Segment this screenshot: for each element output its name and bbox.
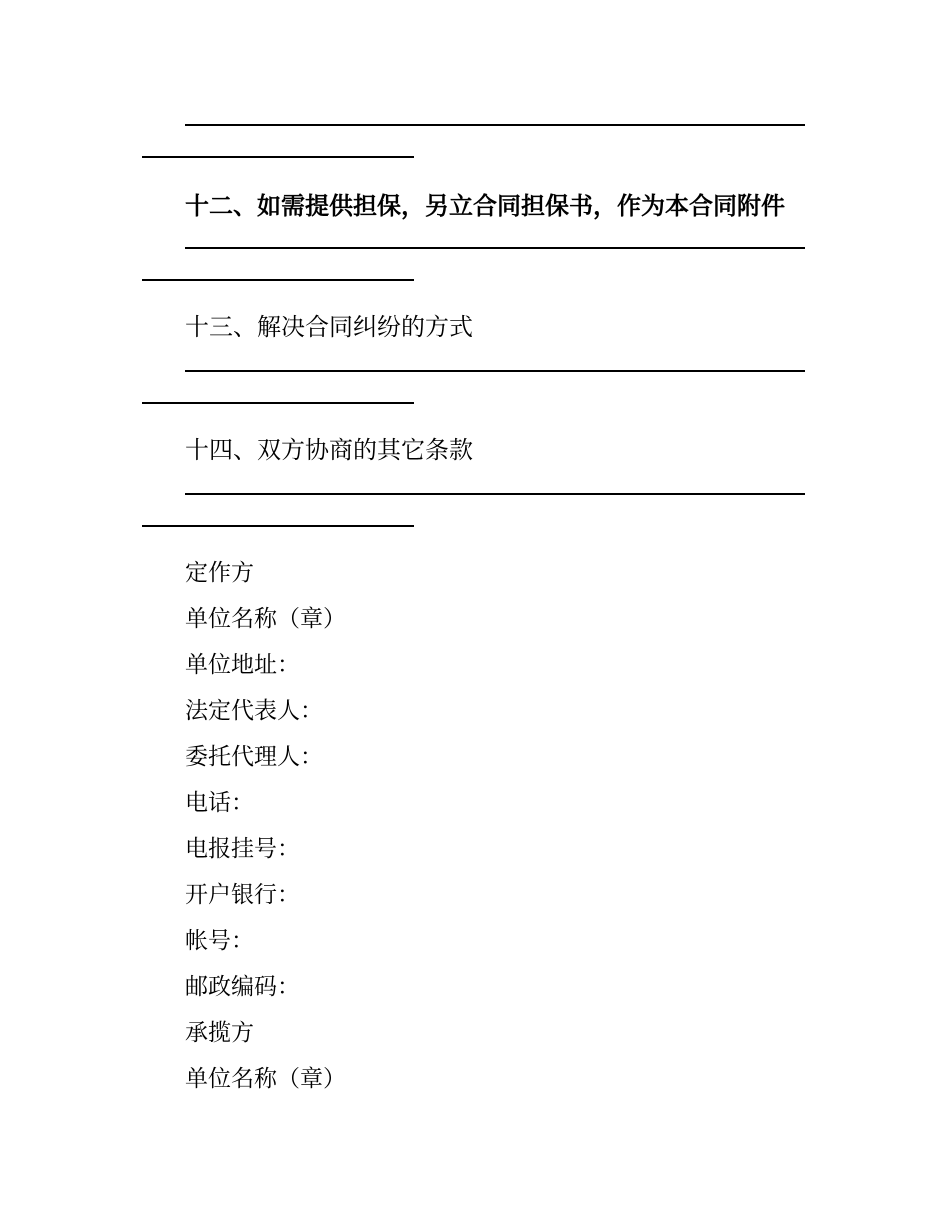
section-14-heading: 十四、双方协商的其它条款 [185, 436, 473, 464]
ordering-party-heading: 定作方 [185, 560, 254, 586]
ordering-bank: 开户银行： [185, 882, 300, 908]
contractor-unit-name: 单位名称（章） [185, 1066, 346, 1092]
fill-in-line [142, 156, 414, 158]
fill-in-line [185, 493, 805, 495]
ordering-postal-code: 邮政编码： [185, 974, 300, 1000]
fill-in-line [185, 247, 805, 249]
contractor-party-heading: 承揽方 [185, 1020, 254, 1046]
ordering-phone: 电话： [185, 790, 254, 816]
section-12-heading: 十二、如需提供担保，另立合同担保书，作为本合同附件 [185, 191, 785, 220]
fill-in-line [185, 370, 805, 372]
fill-in-line [142, 279, 414, 281]
fill-in-line [142, 402, 414, 404]
fill-in-line [142, 525, 414, 527]
ordering-unit-address: 单位地址： [185, 652, 300, 678]
ordering-legal-representative: 法定代表人： [185, 698, 323, 724]
ordering-agent: 委托代理人： [185, 744, 323, 770]
fill-in-line [185, 124, 805, 126]
section-13-heading: 十三、解决合同纠纷的方式 [185, 313, 473, 341]
ordering-unit-name: 单位名称（章） [185, 606, 346, 632]
ordering-account: 帐号： [185, 928, 254, 954]
ordering-telegraph: 电报挂号： [185, 836, 300, 862]
